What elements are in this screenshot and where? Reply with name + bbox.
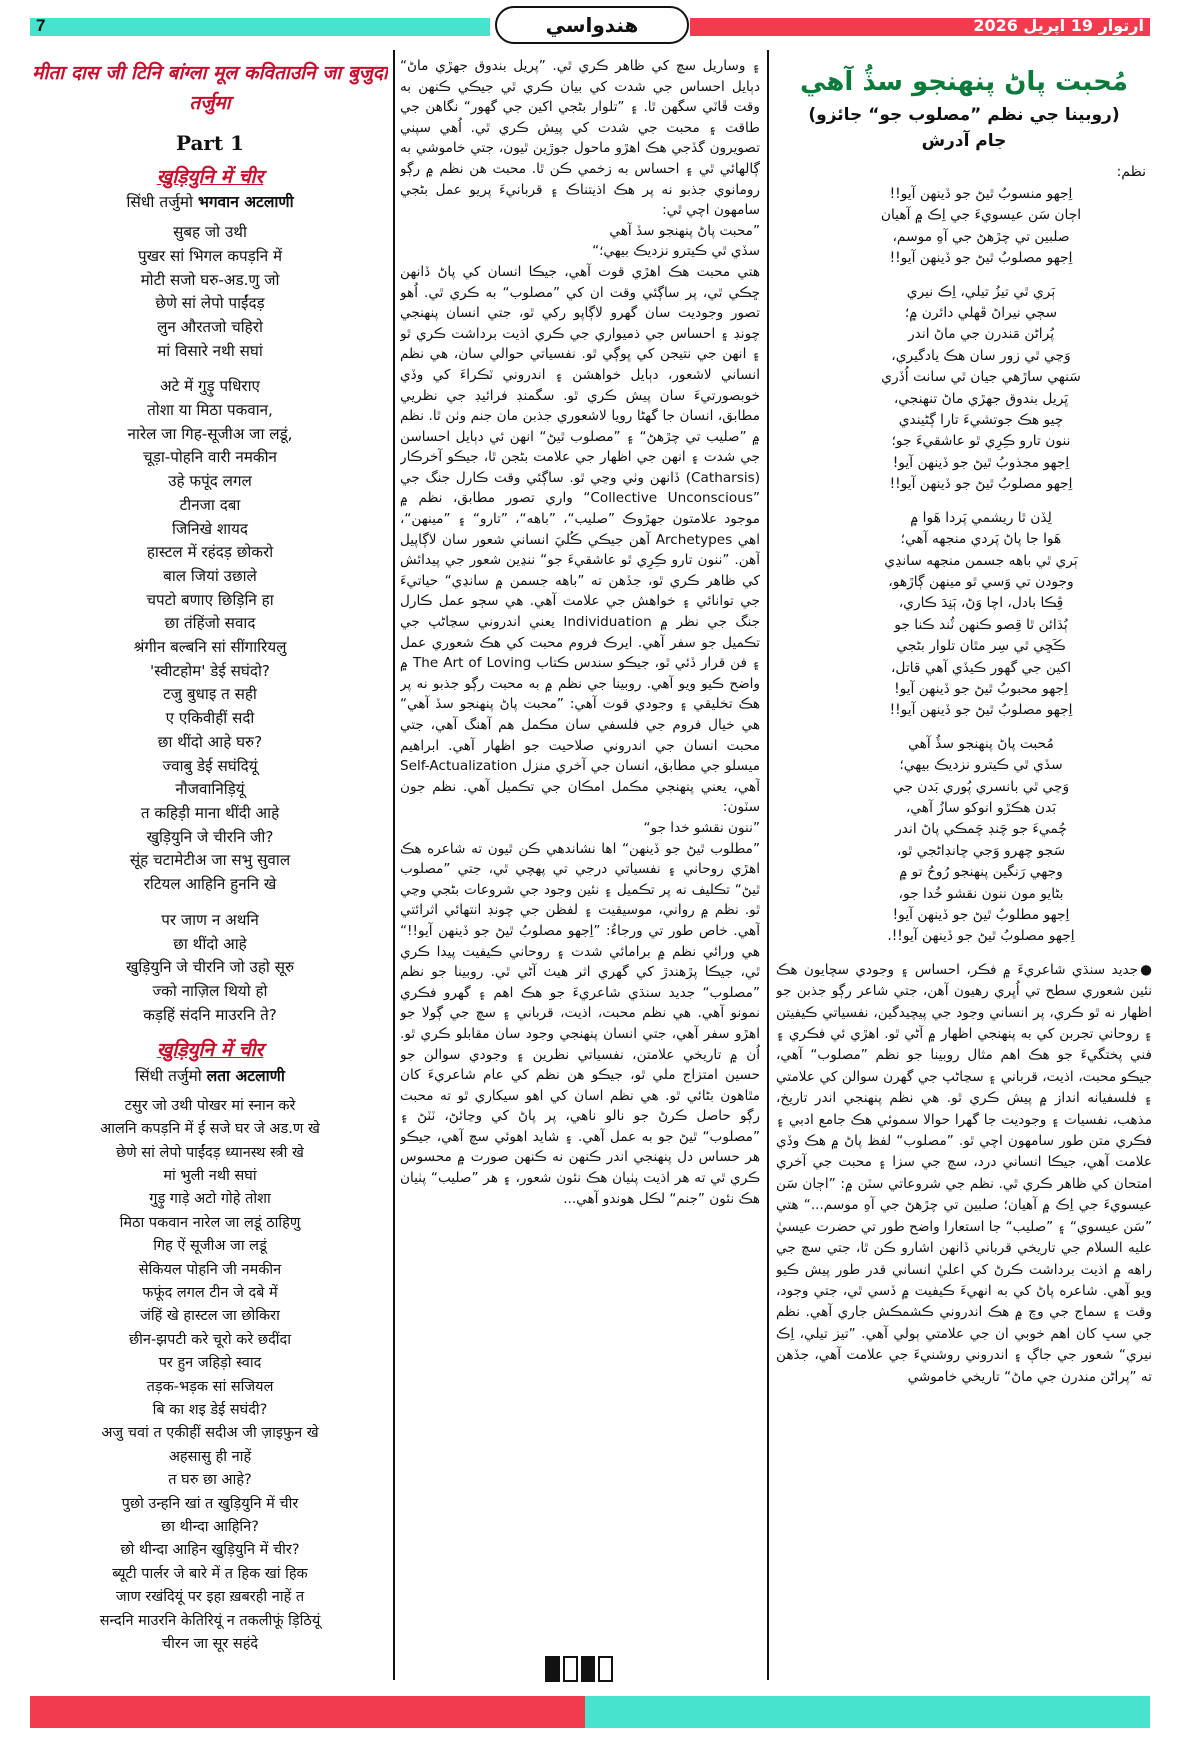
poem-line: وَڃي ٿي بانسري پُوري بَدن جي <box>892 778 1070 795</box>
poem-line: ٻُڌائن ٿا قِصو ڪنهن ٽُند ڪنا جو <box>894 616 1068 633</box>
poem1-translator <box>32 191 388 215</box>
poem-line: सन्दनि माउरनि केतिरियूं न तकलीफूं ड़िठियूं <box>99 1612 321 1629</box>
stanza <box>32 909 388 1028</box>
paragraph: ”مطلوب ٿيڻ جو ڏينهن“ اها نشاندهي ڪن ٿيون ته شاعره هڪ اهڙي روحاني ۽ نفسياتي درجي تي پهچي ٿي، جتي ”مصلوب ٿيڻ“ تڪليف نه پر تڪميل ۽ نئين وجود جي شروعات بڻجي وڃي ٿو. نظم ۾ رواني، موسيقيت ۽ لفظن جي چونڊ انتهائي اثرائتي آهي. خاص طور تي ورجاءُ: ”اِجهو مصلوبُ ٿيڻ جو ڏينهن آيو!!“ هي ورائي نظم ۾ برامائي شدت ۽ روحاني ڪيفيت پيدا ڪري ٿي، جيڪا پڙهندڙ کي گهري اثر هيٺ آڻي ٿي. روبينا جو نظم ”مصلوب“ جديد سنڌي شاعريءَ جو هڪ اهم ۽ گهرو فڪري نمونو آهي. هي نظم محبت، اذيت، قرباني ۽ سچ جي ڳولا جو اهڙو سفر آهي، جتي انسان پنهنجي وجود سان مقابلو ڪري ٿو. اُن ۾ تاريخي علامتن، نفسياتي نظرين ۽ وجودي سوالن جو حسين امتزاج ملي ٿو، جيڪو هن نظم کي عام شاعريءَ کان مٿاهون بڻائي ٿو. هي نظم اسان کي اهو سيکاري ٿو ته محبت رڳو حاصل ڪرڻ جو نالو ناهي، پر پاڻ کي وڃائڻ، ٽٽڻ ۽ ”مصلوب“ ٿيڻ جو به عمل آهي. ۽ شايد اهوئي سچ آهي، جيڪو هر حساس دل پنهنجي اندر ڪنهن نه ڪنهن صورت ۾ محسوس ڪري ٿي ته هر اذيت پٺيان هڪ نئون شعور، ۽ هر ”صليب“ پٺيان هڪ نئون ”جنم“ لڪل هوندو آهي... <box>400 840 760 1207</box>
footer-bar-right <box>585 1696 1150 1728</box>
paragraph: ●جديد سنڌي شاعريءَ ۾ فڪر، احساس ۽ وجودي سچايون هڪ نئين شعوري سطح تي اُڀري رهيون آهن، جتي شاعر رڳو جذبن جو اظهار نه ٿو ڪري، پر انساني وجود جي پيچيدگين، نفسياتي ڪيفيتن ۽ روحاني تجربن کي به پنهنجي اظهار ۾ آڻي ٿو. اهڙي ئي فڪري ۽ فني پختگيءَ جو هڪ اهم مثال روبينا جو نظم ”مصلوب“ آهي، جيڪو محبت، اذيت، قرباني ۽ سڃاڻپ جي گهرن سوالن کي علامتي ۽ فلسفيانه انداز ۾ پيش ڪري ٿو. هي نظم پنهنجي اندر تاريخ، مذهب، نفسيات ۽ وجوديت جا گهرا حوالا سموئي هڪ جامع ادبي ۽ فڪري متن طور سامهون اچي ٿو. ”مصلوب“ لفظ پاڻ ۾ هڪ وڏي علامت آهي، جيڪا انساني درد، سچ جي سزا ۽ محبت جي آخري امتحان کي ظاهر ڪري ٿي. نظم جي شروعاتي سٽن ۾: ”اڄان سَن عيسويءَ جي اِڪ ۾ آهيان؛ صلبين تي چڙهڻ جي آهِ موسم...“ هتي ”سَن عيسوي“ ۽ ”صليب“ جا استعارا واضح طور تي حضرت عيسيٰ عليه السلام جي تاريخي قرباني ڏانهن اشارو ڪن ٿا، جتي سچ جي راهه ۾ اذيت برداشت ڪرڻ کي اعليٰ انساني قدر طور پيش ڪيو ويو آهي. شاعره پاڻ کي به انهيءَ ڪيفيت ۾ ڏسي ٿي، جتي وجود، وقت ۽ سماج جي وچ ۾ هڪ اندروني ڪشمڪش جاري آهي. نظم جي سڀ کان اهم خوبي ان جي علامتي ٻولي آهي. ”تيز تيلي، اِڪ نيري“ شعور جي جاڳ ۽ اندروني روشنيءَ جي علامت آهي، جڏهن ته ”پراڻن مندرن جي ماڻ“ تاريخي خاموشي <box>776 961 1152 1385</box>
poem-line: मिठा पकवान नारेल जा लडूं ठाहिणु <box>119 1214 301 1231</box>
page-header <box>0 0 1180 44</box>
poem1-title: खुड़ियुनि में चीर <box>156 165 264 188</box>
right-column <box>776 54 1152 1690</box>
poem-line: لِڏن ٿا ريشمي پَردا هَوا ۾ <box>910 509 1052 526</box>
poem-line: اِجهو محبوبُ ٿيڻ جو ڏينهن آيو! <box>894 680 1068 697</box>
translator-prefix: सिंधी तर्जुमो <box>135 1067 202 1086</box>
poem2-translator <box>32 1065 388 1089</box>
masthead-logo: هندواسي <box>495 6 689 44</box>
poem-line: صلبين تي چڙهڻ جي آهِ موسم، <box>892 228 1070 245</box>
header-bar-left <box>30 18 490 36</box>
poem-line: पुछो उन्हनि खां त खुड़ियुनि में चीर <box>121 1495 299 1512</box>
poem-line: अहसासु ही नाहें <box>168 1448 252 1465</box>
poem-line: سڏي ٿي ڪيترو نزديڪ بيهي؛ <box>899 757 1063 774</box>
poem-line: लुन औरतजो चहिरो <box>157 317 263 336</box>
poem-line: چُميءَ جو چَنڊ چَمڪي پاڻ اندر <box>895 821 1067 838</box>
poem-line: छो थीन्दा आहिन खुड़ियुनि में चीर? <box>120 1542 300 1559</box>
article-title: مُحبت پاڻ پنهنجو سڏُ آهي <box>800 67 1128 97</box>
poem2-body <box>32 1095 388 1657</box>
poem2-title: खुड़ियुनि में चीर <box>156 1039 264 1062</box>
poem-line: ए एकिवीहीं सदी <box>165 709 255 728</box>
poem-line: खुड़ियुनि जे चीरनि जो उहो सूरु <box>125 958 295 977</box>
poem-line: जाण रखंदियूं पर इहा ख़बरही नाहें त <box>115 1589 305 1606</box>
poem-line: 'स्वीटहोम' डेई सघंदो? <box>150 661 270 680</box>
page-footer <box>0 1696 1180 1728</box>
paragraph: ”ننون نقشو خدا جو“ <box>643 819 760 836</box>
poem-line: खुड़ियुनि जे चीरनि जी? <box>146 827 274 846</box>
poem-line: اِجهو مصلوبُ ٿيڻ جو ڏينهن آيو!!. <box>887 928 1075 945</box>
poem-line: ڪَڇي ٿي سِر مٿان تلوار بڻجي <box>896 638 1066 655</box>
poem-line: بڻايو مون ننون نقشو خُدا جو، <box>898 885 1064 902</box>
translator-name: लता अटलाणी <box>206 1067 285 1086</box>
middle-column <box>400 56 760 1676</box>
end-of-article-mark <box>545 1656 613 1682</box>
column-divider <box>767 50 769 1680</box>
poem-line: اِجهو مجذوبُ ٿيڻ جو ڏينهن آيو! <box>892 454 1070 471</box>
poem-line: छेणे सां लेपो पाईंदड़ ध्यानस्थ स्त्री खे <box>116 1144 304 1161</box>
poem-line: जिनिखे शायद <box>172 519 248 538</box>
poem-line: मोटी सजो घरु-अड.णु जो <box>140 270 280 289</box>
poem-line: छा थींदो आहे <box>173 934 247 953</box>
poem-line: कड़हिं संदनि माउरनि ते? <box>143 1005 277 1024</box>
poem-line: अटे में गुड़ु पधिराए <box>160 377 260 396</box>
poem-line: ज्को नाज़िल थियो हो <box>152 981 268 1000</box>
poem-line: وجودن تي وَسي ٿو مينهن ڳاڙهو، <box>888 573 1074 590</box>
stanza <box>32 221 388 363</box>
left-column <box>32 54 388 1690</box>
poem1-body <box>32 221 388 1027</box>
poem-line: मां विसारे नथी सघां <box>157 341 263 360</box>
poem-line: اِجهو منسوبُ ٿيڻ جو ڏينهن آيو!! <box>889 186 1073 202</box>
page-number: 7 <box>36 16 46 35</box>
poem-line: ज्वाबु डेई सघंदियूं <box>162 756 258 775</box>
poem-line: ब्यूटी पार्लर जे बारे में त हिक खां हिक <box>112 1565 308 1582</box>
translator-name: भगवान अटलाणी <box>197 193 294 212</box>
poem-line: श्रंगीन बल्बनि सां सींगारियलु <box>133 638 287 657</box>
poem-line: اِجهو مصلوبُ ٿيڻ جو ڏينهن آيو!! <box>889 476 1073 493</box>
poem-line: وَڃي ٿي زور سان هڪ يادگيري، <box>891 347 1071 364</box>
article-body <box>776 960 1152 1388</box>
poem-line: टसुर जो उथी पोखर मां स्नान करे <box>124 1097 296 1114</box>
poem-line: चपटो बणाए छिड़िनि हा <box>146 590 274 609</box>
poem-line: बि का शइ डेई सघंदी? <box>152 1402 268 1418</box>
poem-line: ٻَري ٿي باهه جسمن منجهه سانڍي <box>884 552 1078 569</box>
stanza <box>846 734 1116 948</box>
poem-line: سڄي نيراڻ ڦهلي دائرن ۾؛ <box>904 305 1058 322</box>
translator-prefix: सिंधी तर्जुमो <box>126 193 193 212</box>
poem-line: وجهي رَنگين پنهنجو رُوحُ تو ۾ <box>899 864 1063 881</box>
poem-line: सेकियल पोहनि जी नमकीन <box>138 1261 282 1278</box>
poem-line: छीन-झपटी करे चूरो करे छदींदा <box>129 1331 291 1348</box>
poem-line: ڦِڪا بادل، اچا وَڻ، ٻَنِدَ ڪاري، <box>898 595 1064 612</box>
paragraph: ”محبت پاڻ پنهنجو سڏ آهي <box>609 222 760 239</box>
poem-line: तड़क-भड़क सां सजियल <box>146 1378 274 1395</box>
part-label: Part 1 <box>175 131 245 155</box>
poem-line: ڀَريل بندوق جهڙي ماڻ تنهنجي، <box>893 390 1069 407</box>
poem-body <box>846 184 1116 948</box>
poem-line: سَنهي ساڙهي جيان ٿي سانت اُڏري <box>881 369 1081 386</box>
poem-line: ننون تارو ڪِرِي ٿو عاشقيءَ جو؛ <box>891 433 1071 450</box>
issue-date: آرتوار 19 اپريل 2026 <box>973 16 1144 35</box>
poem-line: नारेल जा गिह-सूजीअ जा लडूं, <box>127 424 293 443</box>
stanza <box>846 282 1116 496</box>
paragraph: سڏي ٿي ڪيترو نزديڪ بيهي؛“ <box>592 243 760 260</box>
poem-line: गिह ऐं सूजीअ जा लडूं <box>153 1238 267 1255</box>
poem-line: जंहिं खे हास्टल जा छोकिरा <box>140 1308 280 1325</box>
poem-line: मां भुली नथी सघां <box>163 1167 257 1184</box>
poem-line: सूंह चटामेटीअ जा सभु सुवाल <box>129 851 291 870</box>
poem-line: चूड़ा-पोहनि वारी नमकीन <box>143 448 277 467</box>
paragraph: هتي محبت هڪ اهڙي قوت آهي، جيڪا انسان کي پاڻ ڏانهن ڇڪي ٿي، پر ساڳئي وقت ان کي ”مصلوب“ به ڪري ٿي. اُهو تصور وجوديت سان گهرو لاڳاپو رکي ٿو، جتي انسان پنهنجي چونڊ ۽ احساس جي ذميواري جي ڪري اذيت برداشت ڪري ٿو ۽ انهن جي نتيجن کي ڀوڳي ٿو. نفسياتي حوالي سان، هي نظم انساني لاشعور، دٻايل خواهشن ۽ اندروني ٽڪراءَ کي وڏي خوبصورتيءَ سان پيش ڪري ٿو. سگمنڊ فرائيڊ جي نظريي مطابق، انسان جا گهڻا رويا لاشعوري جذبن مان جنم وٺن ٿا. نظم ۾ ”صليب تي چڙهڻ“ ۽ ”مصلوب ٿيڻ“ انهن ئي دٻايل احساسن جي شدت ۽ انهن جي اظهار جي علامت بڻجن ٿا، جيڪو آخرڪار (Catharsis) ڏانهن وٺي وڃي ٿو. ساڳئي وقت ڪارل جنگ جي ”Collective Unconscious“ واري تصور مطابق، نظم ۾ موجود علامتون جهڙوڪ ”صليب“، ”باهه“، ”تارو“ ۽ ”مينهن“، اهي Archetypes آهن جيڪي ڪُليَ انساني شعور سان لاڳاپيل آهن. ”ننون تارو ڪِرِي ٿو عاشقيءَ جو“ ننڍين شعور جي پيدائش کي ظاهر ڪري ٿو، جڏهن ته ”باهه جسمن ۾ سانڍي“ حياتيءَ جي توانائي ۽ خواهش جي علامت آهي. هي سڄو عمل ڪارل جنگ جي نظر ۾ Individuation يعني اندروني سڃاڻپ جي تڪميل جو سفر آهي. ايرڪ فروم محبت کي هڪ شعوري عمل ۽ فن قرار ڏئي ٿو، جيڪو سندس ڪتاب The Art of Loving ۾ واضح ڪيو ويو آهي. روبينا جي نظم ۾ به محبت رڳو جذبو نه پر هڪ تخليقي ۽ وجودي قوت آهي: ”محبت پاڻ پنهنجو سڏ آهي“ هي خيال فروم جي فلسفي سان مڪمل هم آهنگ آهي، جتي محبت انسان جي اندروني صلاحيت جو اظهار آهي. ابراهيم ميسلو جي مطابق، انسان جي آخري منزل Self-Actualization آهي، يعني پنهنجي مڪمل امڪان جي تڪميل آهي. نظم جون سٽون: <box>400 263 760 816</box>
poem-line: गुड़ु गाड़े अटो गोहे तोशा <box>149 1191 271 1208</box>
poem-line: هَوا جا پاڻ پَردي منجهه آهي؛ <box>900 531 1062 548</box>
poem-line: اِجهو مطلوبُ ٿيڻ جو ڏينهن آيو! <box>892 907 1070 923</box>
article-author: جام آدرش <box>921 131 1007 151</box>
paragraph: ۽ وساريل سچ کي ظاهر ڪري ٿي. ”پريل بندوق جهڙي ماڻ“ دٻايل احساس جي شدت کي بيان ڪري ٿي جيڪي ڪنهن به وقت ڦاٽي سگهن ٿا. ۽ ”تلوار بڻجي اکين جي گهور“ نگاهن جي طاقت ۽ محبت جي شدت کي پيش ڪري ٿي. اُهي سپني تصويرون گڏجي هڪ اهڙو ماحول جوڙين ٿيون، جتي خاموشي به ڳالهائي ٿي ۽ احساس به زخمي ڪن ٿا. محبت هن نظم ۾ رڳو رومانوي جذبو نه پر هڪ اذيتناڪ ۽ قربانيءَ پريو عمل بڻجي سامهون اچي ٿي: <box>400 58 760 219</box>
poem-line: त घरु छा आहे? <box>168 1472 252 1489</box>
stanza <box>846 508 1116 722</box>
poem-line: سَجو چهرو وَجي چانڊاڻجي ٿو، <box>896 842 1066 859</box>
poem-line: छा थींदो आहे घरु? <box>157 732 263 751</box>
poem-line: फफूंद लगल टीन जे दबे में <box>142 1284 278 1301</box>
poem-line: तोशा या मिठा पकवान, <box>147 401 273 420</box>
poem-line: हास्टल में रहंदड़ छोकरो <box>146 543 274 562</box>
poem-line: टीनजा दबा <box>179 495 241 514</box>
poem-line: مُحبت پاڻ پنهنجو سڏُ آهي <box>908 735 1054 752</box>
poem-line: पुखर सां भिगल कपड़नि में <box>137 246 283 265</box>
poem-line: सुबह जो उथी <box>173 223 247 242</box>
poem-line: छा तंहिंजो सवाद <box>164 614 256 633</box>
column-divider <box>393 50 395 1680</box>
poem-line: टजु बुधाइ त सही <box>163 685 257 704</box>
poem-label: نظم: <box>1116 164 1146 180</box>
poem-line: अजु चवां त एकीहीं सदीअ जी ज़ाइफुन खे <box>101 1425 319 1442</box>
poem-line: छा थीन्दा आहिनि? <box>161 1519 259 1536</box>
poem-line: ٻَري ٿي تيزُ تيلي، اِڪ نيري <box>906 283 1056 300</box>
left-article-title: मीता दास जी टिनि बांग्ला मूल कविताउनि जा बुजुदा तर्जुमा <box>32 62 388 114</box>
poem-line: आलनि कपड़नि में ई सजे घर जे अड.ण खे <box>100 1121 320 1138</box>
poem-line: पर जाण न अथनि <box>161 910 259 929</box>
poem-line: छेणे सां लेपो पाईंदड़ <box>155 294 265 313</box>
poem-line: चीरन जा सूर सहंदे <box>161 1636 259 1653</box>
poem-line: पर हुन जहिड़ो स्वाद <box>158 1355 262 1372</box>
poem-line: बाल जियां उछाले <box>163 566 257 585</box>
article-subtitle: (روبينا جي نظم ”مصلوب جو“ جائزو) <box>808 105 1120 125</box>
poem-line: नौजवानिड़ियूं <box>175 780 245 799</box>
footer-bar-left <box>30 1696 585 1728</box>
poem-line: چيو هڪ جوتشيءَ تارا ڳڻيندي <box>898 412 1064 429</box>
poem-line: اِجهو مصلوبُ ٿيڻ جو ڏينهن آيو!! <box>889 250 1073 267</box>
poem-line: بَدن هڪڙو انوکو سازُ آهي، <box>905 799 1057 816</box>
poem-line: پُراڻن مَندرن جي ماڻ اندر <box>907 326 1055 343</box>
poem-line: रटियल आहिनि हुननि खे <box>143 875 277 894</box>
poem-line: اِجهو مصلوبُ ٿيڻ جو ڏينهن آيو!! <box>889 702 1073 719</box>
stanza <box>32 375 388 896</box>
poem-line: اڄان سَن عيسويءَ جي اِڪ ۾ آهيان <box>880 207 1082 224</box>
stanza <box>846 184 1116 270</box>
poem-line: उहे फपूंद लगल <box>168 472 252 491</box>
poem-line: اکين جي گهور ڪيڏي آهي قاتل، <box>890 659 1072 676</box>
poem-line: त कहिड़ी माना थींदी आहे <box>140 803 280 822</box>
